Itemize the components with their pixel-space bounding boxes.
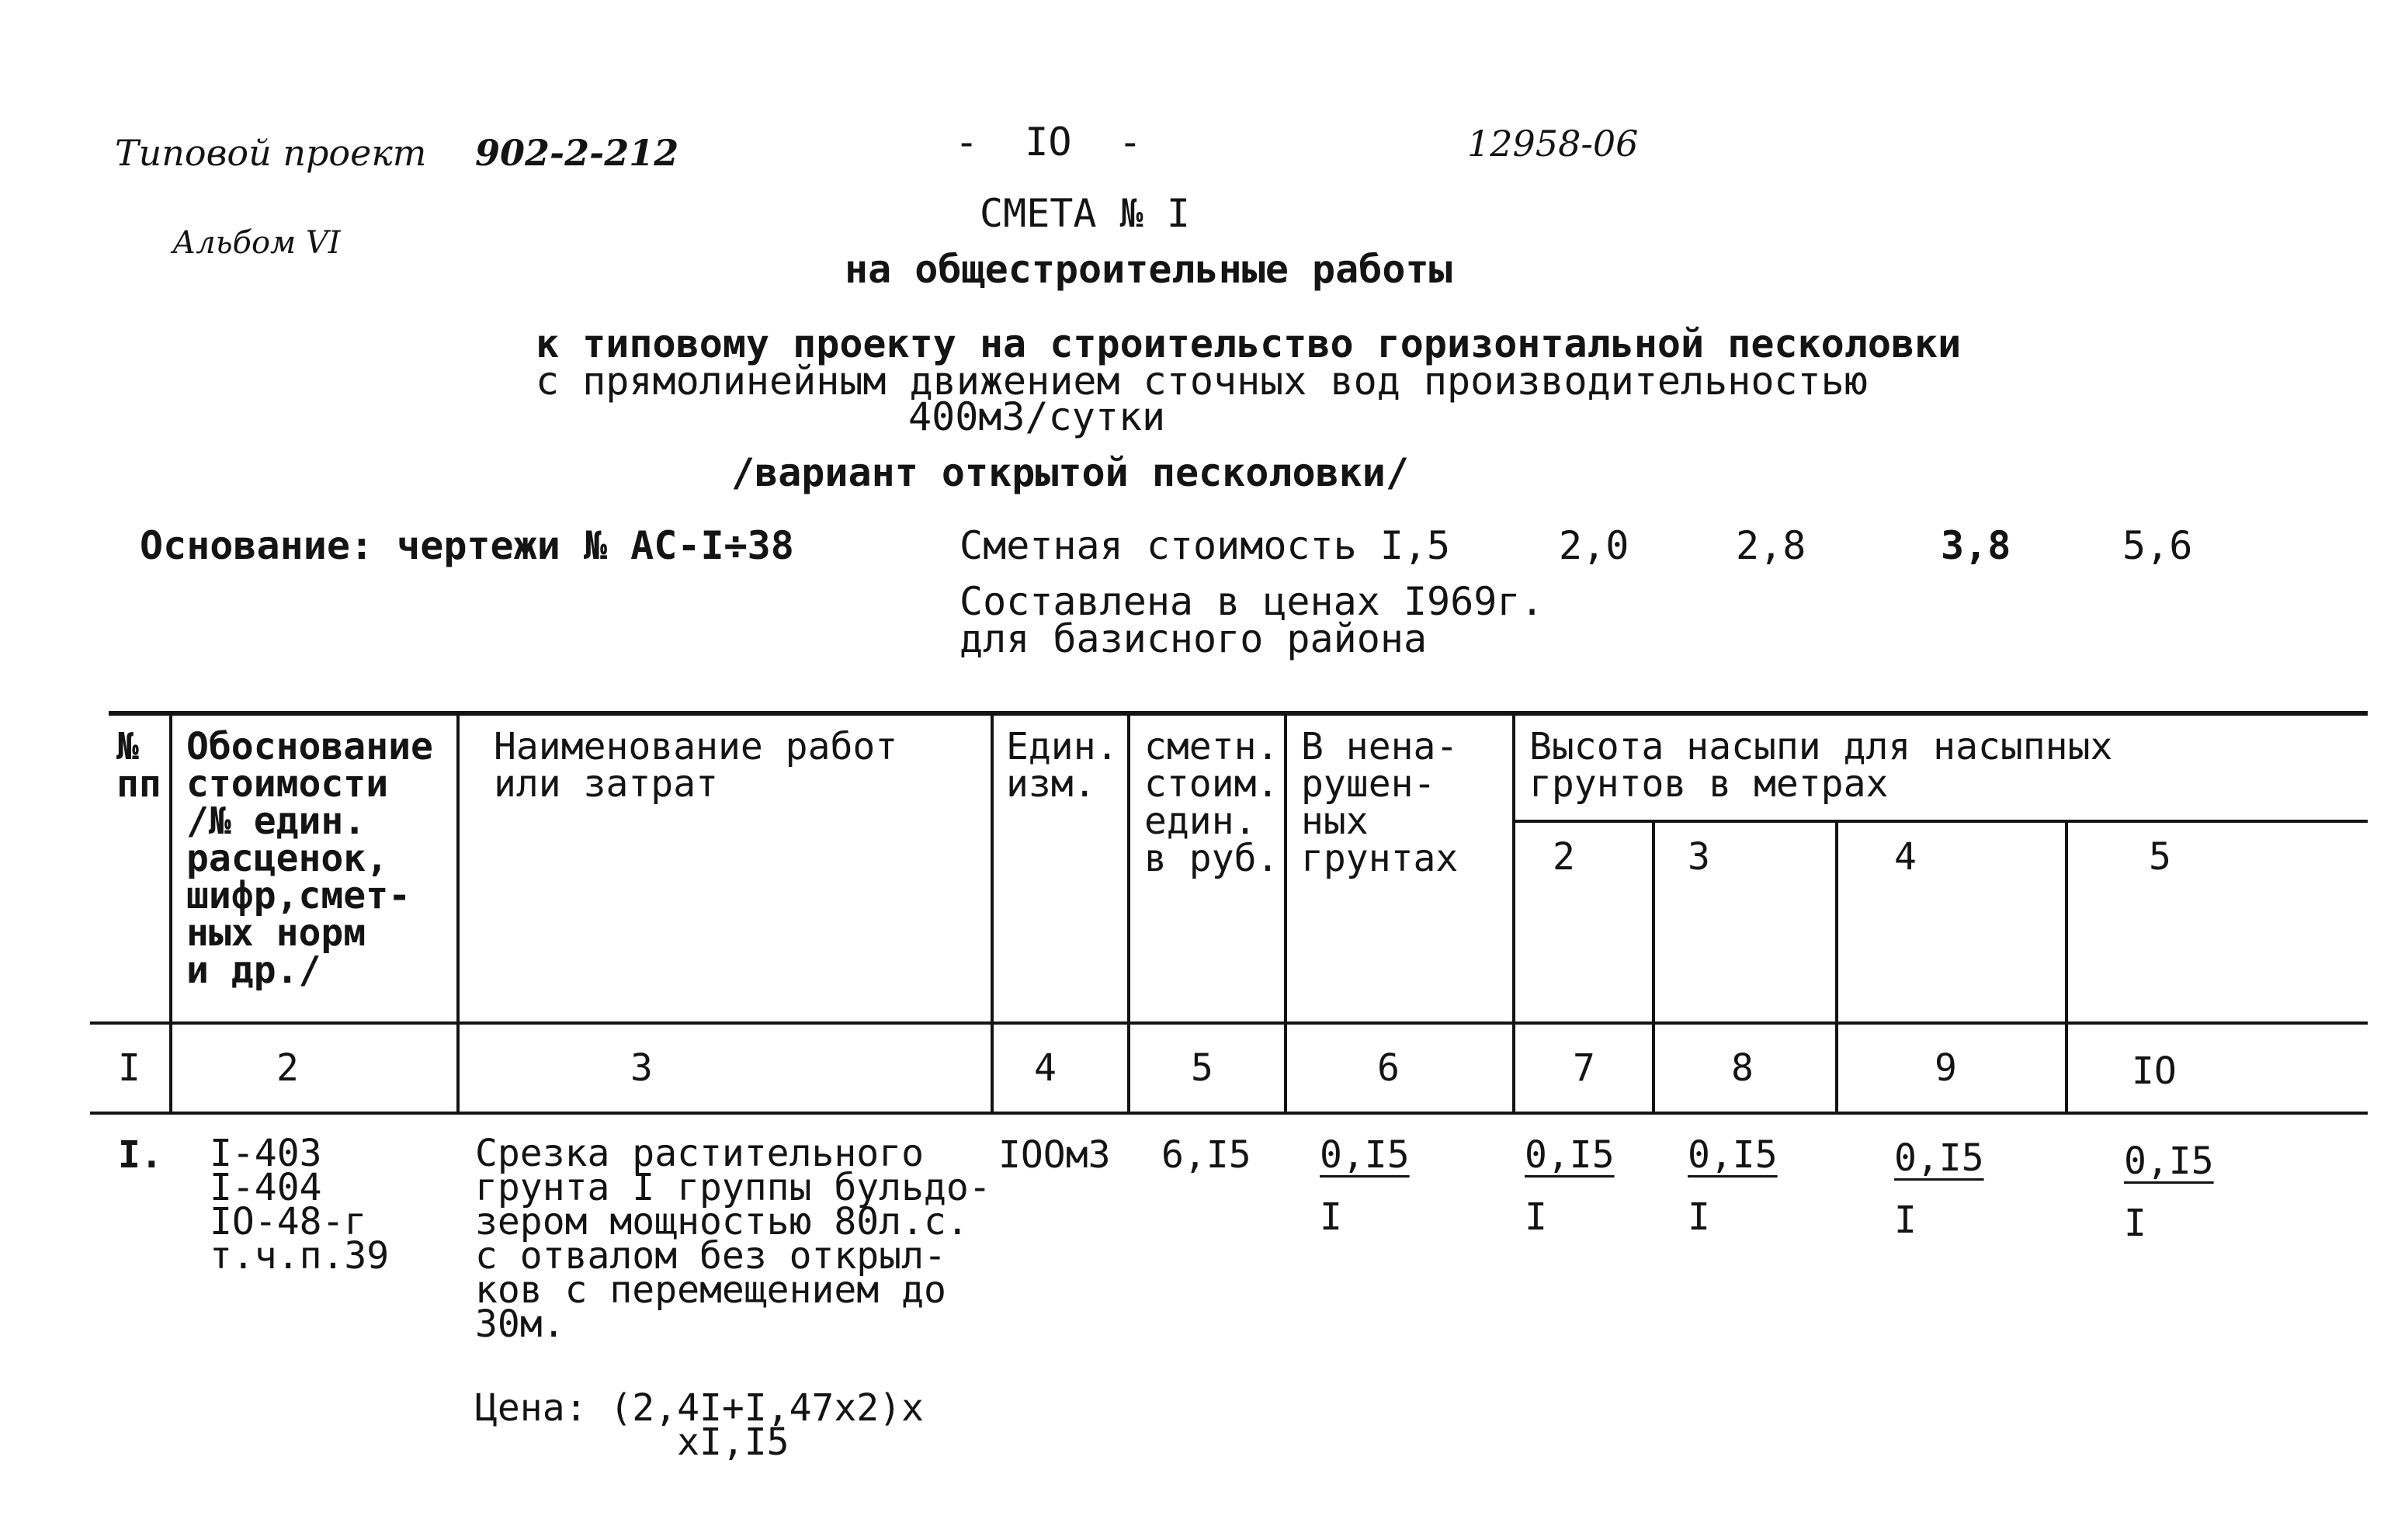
header-price: сметн. стоим. един. в руб. [1144, 725, 1279, 880]
col-divider-7 [1652, 821, 1655, 1115]
description-line-3: 400м3/сутки [908, 394, 1166, 439]
col-divider-2 [456, 714, 460, 1115]
column-number-6: 6 [1377, 1046, 1400, 1090]
row-height-5-value: 0,I5 [2124, 1139, 2214, 1183]
variant-line: /вариант открытой песколовки/ [731, 450, 1409, 495]
row-height-4-value: 0,I5 [1894, 1136, 1984, 1180]
description-line-2: с прямолинейным движением сточных вод производительностью [536, 359, 1868, 404]
row-undisturbed-value: 0,I5 [1320, 1133, 1410, 1177]
header-fill-height: Высота насыпи для насыпных грунтов в метрах [1529, 725, 2113, 806]
header-height-2: 2 [1553, 835, 1575, 879]
col-divider-8 [1835, 821, 1838, 1115]
column-number-1: I [118, 1046, 141, 1090]
row-height-2-value: 0,I5 [1525, 1133, 1615, 1177]
col-divider-6 [1512, 714, 1515, 1115]
prices-line-2: для базисного района [959, 616, 1428, 661]
header-bottom-rule [90, 1021, 2368, 1025]
header-height-3: 3 [1688, 835, 1710, 879]
row-num: I. [118, 1133, 163, 1177]
album-handwritten: Альбом VI [172, 225, 341, 261]
column-number-8: 8 [1731, 1046, 1754, 1090]
header-name: Наименование работ или затрат [494, 725, 898, 806]
row-height-4-count: I [1894, 1198, 1917, 1242]
estimated-cost-4: 3,8 [1941, 523, 2011, 568]
description-line-1: к типовому проекту на строительство горизонтальной песколовки [536, 321, 1962, 366]
row-height-2-count: I [1525, 1195, 1547, 1239]
column-numbers-rule [90, 1112, 2368, 1115]
estimated-cost-label: Сметная стоимость I,5 [959, 523, 1451, 568]
table-top-rule [109, 711, 2368, 716]
row-unit-price: 6,I5 [1161, 1133, 1251, 1177]
typical-project-handwritten: Типовой проект [115, 132, 427, 174]
doc-number-handwritten: 12958-06 [1467, 123, 1639, 165]
col-divider-1 [169, 714, 172, 1115]
column-number-3: 3 [630, 1046, 653, 1090]
estimate-subtitle: на общестроительные работы [845, 247, 1452, 292]
col-divider-5 [1284, 714, 1287, 1115]
row-work-name: Срезка растительного грунта I группы бульдо- зером мощностью 80л.с. с отвалом без открыл- ков с перемещением до 30м. [475, 1132, 991, 1346]
page-number: - IO - [955, 120, 1142, 165]
header-basis: Обоснование стоимости /№ един. расценок, шифр,смет- ных норм и др./ [186, 725, 433, 992]
project-code-handwritten: 902-2-212 [475, 132, 679, 174]
column-number-4: 4 [1034, 1046, 1057, 1090]
header-height-4: 4 [1894, 835, 1917, 879]
col-divider-9 [2065, 821, 2068, 1115]
header-undisturbed: В нена- рушен- ных грунтах [1301, 725, 1459, 880]
prices-line-1: Составлена в ценах I969г. [959, 579, 1544, 624]
row-height-3-count: I [1688, 1195, 1710, 1239]
row-height-3-value: 0,I5 [1688, 1133, 1778, 1177]
row-undisturbed-count: I [1320, 1195, 1342, 1239]
col-divider-4 [1127, 714, 1130, 1115]
row-unit: IOOм3 [998, 1133, 1111, 1177]
header-unit: Един. изм. [1006, 725, 1119, 806]
row-height-5-count: I [2124, 1202, 2146, 1245]
estimate-title: СМЕТА № I [980, 191, 1190, 236]
column-number-2: 2 [276, 1046, 299, 1090]
row-price-formula: Цена: (2,4I+I,47х2)х хI,I5 [475, 1386, 924, 1464]
header-height-5: 5 [2149, 835, 2171, 879]
height-subheader-rule [1515, 820, 2368, 823]
estimated-cost-3: 2,8 [1736, 523, 1806, 568]
column-number-10: IO [2132, 1049, 2177, 1093]
column-number-9: 9 [1935, 1046, 1957, 1090]
estimated-cost-2: 2,0 [1559, 523, 1629, 568]
column-number-7: 7 [1573, 1046, 1595, 1090]
basis-line: Основание: чертежи № АС-I÷38 [140, 523, 794, 568]
header-num: № пп [116, 725, 161, 806]
col-divider-3 [991, 714, 994, 1115]
estimated-cost-5: 5,6 [2122, 523, 2193, 568]
row-basis: I-403 I-404 IO-48-г т.ч.п.39 [210, 1132, 390, 1278]
column-number-5: 5 [1191, 1046, 1213, 1090]
